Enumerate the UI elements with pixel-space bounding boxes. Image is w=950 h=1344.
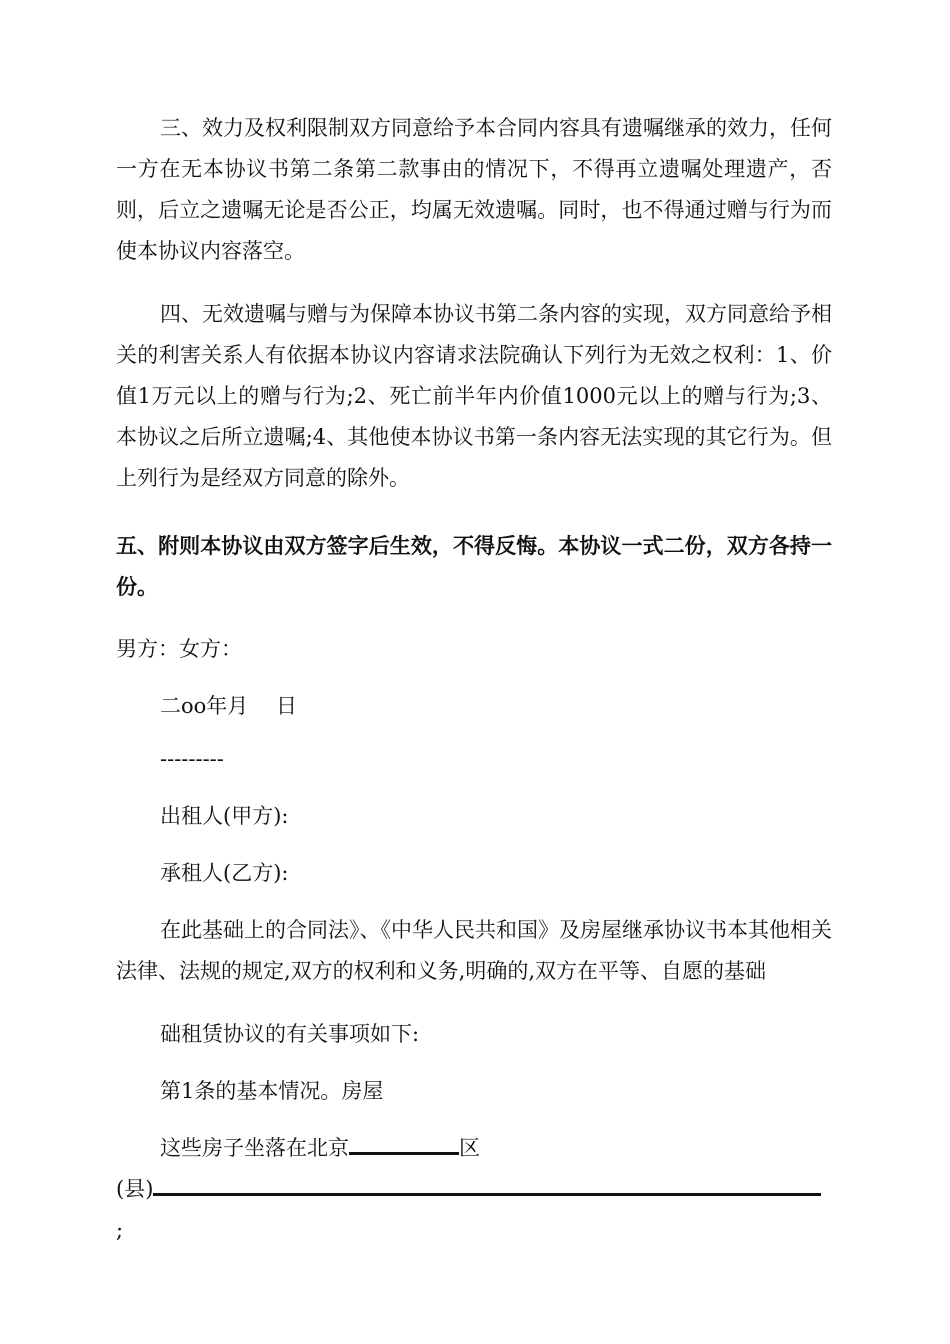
district-blank (349, 1134, 459, 1155)
document-page (116, 108, 832, 1251)
lessee-line: 承租人(乙方): (160, 861, 289, 885)
county-blank (153, 1175, 821, 1196)
lease-items-line: 础租赁协议的有关事项如下: (160, 1022, 420, 1046)
county-label: (县) (116, 1177, 154, 1201)
district-label: 区 (459, 1136, 480, 1160)
signature-line: 男方：女方： (116, 637, 242, 661)
lessor-line: 出租人(甲方): (160, 804, 289, 828)
county-line (116, 1169, 832, 1210)
separator-line: --------- (160, 747, 224, 771)
date-line: 二oo年月 日 (160, 694, 297, 718)
paragraph-effect-restriction: 三、效力及权利限制双方同意给予本合同内容具有遗嘱继承的效力，任何一方在无本协议书第二条第二款事由的情况下，不得再立遗嘱处理遗产，否则，后立之遗嘱无论是否公正，均属无效遗嘱。同时，也不得通过赠与行为而使本协议内容落空。 (116, 116, 832, 263)
paragraph-invalid-will-gift: 四、无效遗嘱与赠与为保障本协议书第二条内容的实现，双方同意给予相关的利害关系人有依据本协议内容请求法院确认下列行为无效之权利：1、价值1万元以上的赠与行为;2、死亡前半年内价值1000元以上的赠与行为;3、本协议之后所立遗嘱;4、其他使本协议书第一条内容无法实现的其它行为。但上列行为是经双方同意的除外。 (116, 302, 832, 490)
location-line (116, 1128, 832, 1169)
semicolon-line: ; (116, 1218, 124, 1242)
paragraph-legal-basis: 在此基础上的合同法》、《中华人民共和国》及房屋继承协议书本其他相关法律、法规的规定,双方的权利和义务,明确的,双方在平等、自愿的基础 (116, 918, 832, 983)
article-1-line: 第1条的基本情况。房屋 (160, 1079, 384, 1103)
location-prefix: 这些房子坐落在北京 (160, 1136, 349, 1160)
paragraph-supplementary-terms: 五、附则本协议由双方签字后生效，不得反悔。本协议一式二份，双方各持一份。 (116, 533, 832, 599)
